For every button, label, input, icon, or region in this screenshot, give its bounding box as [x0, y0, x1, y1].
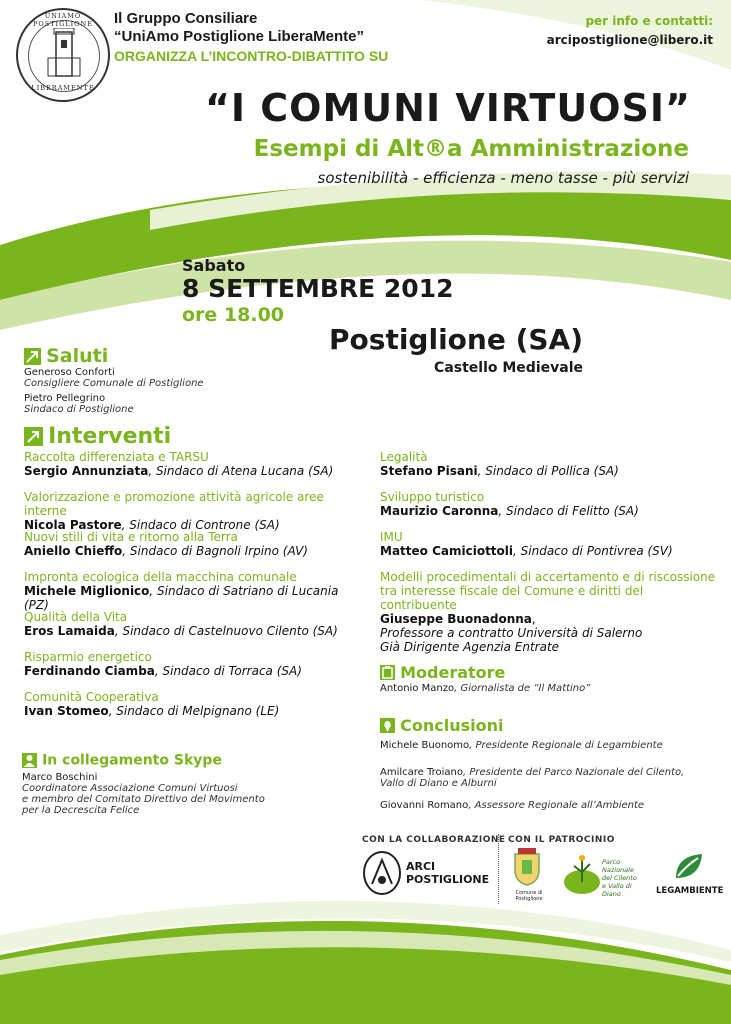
conclusioni-person-1: [380, 740, 663, 751]
skype-role-line2: e membro del Comitato Direttivo del Movimento: [22, 794, 265, 805]
moderatore-heading: [380, 662, 505, 682]
intervento-topic: Valorizzazione e promozione attività agricole aree interne: [24, 490, 324, 518]
intervento-topic: Raccolta differenziata e TARSU: [24, 450, 209, 464]
intervento-role-line2: Già Dirigente Agenzia Entrate: [380, 640, 560, 654]
intervento-role: , Sindaco di Satriano di Lucania (PZ): [24, 584, 339, 612]
intervento-role: , Sindaco di Torraca (SA): [154, 664, 302, 678]
moderatore-title: Moderatore: [400, 663, 506, 682]
comune-label-2: Postiglione: [515, 896, 543, 902]
castle-tower-icon: [46, 28, 82, 80]
intervento-item: [24, 570, 364, 610]
arci-logo: [362, 850, 402, 896]
intervento-speaker: Ivan Stomeo: [24, 704, 109, 718]
parco-cilento-logo: [562, 852, 642, 898]
patron-label: CON IL PATROCINIO: [508, 835, 615, 845]
moderatore-name: Antonio Manzo: [380, 683, 455, 694]
interventi-right-column: [380, 450, 720, 654]
event-day: Sabato: [182, 256, 246, 275]
intervento-item: [380, 490, 720, 530]
conclusioni-role-line2: Vallo di Diano e Alburni: [380, 778, 497, 789]
info-label: per info e contatti:: [585, 14, 713, 28]
parco-label-3: e Vallo di Diano: [602, 882, 632, 898]
crest-icon: [512, 848, 542, 886]
intervento-role: , Sindaco di Bagnoli Irpino (AV): [122, 544, 308, 558]
saluti-person-2: [24, 393, 134, 415]
intervento-item-special: [380, 570, 720, 654]
moderatore-role: , Giornalista de “Il Mattino”: [454, 683, 591, 694]
saluti-person-1-name: Generoso Conforti: [24, 367, 115, 378]
intervento-item: [24, 610, 364, 650]
intervento-role: , Sindaco di Pollica (SA): [477, 464, 619, 478]
saluti-person-2-name: Pietro Pellegrino: [24, 393, 106, 404]
saluti-title: Saluti: [46, 345, 109, 367]
intervento-speaker: Ferdinando Ciamba: [24, 664, 155, 678]
intervento-speaker: Sergio Annunziata: [24, 464, 149, 478]
logo-top-text: UNIAMO POSTIGLIONE: [33, 12, 93, 28]
skype-role-line3: per la Decrescita Felice: [22, 805, 140, 816]
sponsor-divider: [498, 834, 499, 904]
person-icon: [22, 753, 37, 768]
event-venue: Castello Medievale: [434, 360, 583, 376]
conclusioni-name: Michele Buonomo: [380, 740, 470, 751]
conclusioni-role: , Presidente Regionale di Legambiente: [469, 740, 663, 751]
intervento-speaker: Eros Lamaida: [24, 624, 115, 638]
skype-heading: [22, 750, 222, 769]
legambiente-logo: [656, 852, 722, 896]
logo-bottom-text: LIBERAMENTE: [31, 84, 95, 92]
intervento-speaker: Matteo Camiciottoli: [380, 544, 514, 558]
collab-label: CON LA COLLABORAZIONE: [362, 835, 506, 845]
intervento-item: [24, 690, 364, 730]
conclusioni-role: , Presidente del Parco Nazionale del Cilento,: [463, 767, 685, 778]
intervento-topic: Comunità Cooperativa: [24, 690, 159, 704]
arci-line2: POSTIGLIONE: [406, 873, 490, 886]
conclusioni-name: Amilcare Troiano: [380, 767, 463, 778]
intervento-topic-line1: Modelli procedimentali di accertamento e di riscossione: [380, 570, 716, 584]
event-place: Postiglione (SA): [329, 323, 583, 356]
arrow-square-icon: [24, 348, 41, 365]
intervento-topic: Sviluppo turistico: [380, 490, 485, 504]
interventi-heading: [24, 424, 171, 449]
saluti-heading: [24, 345, 108, 367]
comune-postiglione-logo: [512, 848, 546, 902]
plant-emblem-icon: [562, 852, 602, 896]
intervento-topic: Impronta ecologica della macchina comunale: [24, 570, 297, 584]
intervento-role: , Sindaco di Pontivrea (SV): [513, 544, 673, 558]
intervento-speaker: Stefano Pisani: [380, 464, 478, 478]
intervento-role: , Sindaco di Atena Lucana (SA): [148, 464, 334, 478]
event-date: 8 SETTEMBRE 2012: [182, 274, 454, 303]
intervento-role: , Sindaco di Controne (SA): [121, 518, 280, 532]
leaf-logo-icon: [672, 852, 706, 882]
skype-name: Marco Boschini: [22, 772, 98, 783]
intervento-role: , Sindaco di Felitto (SA): [498, 504, 639, 518]
intervento-topic: Risparmio energetico: [24, 650, 152, 664]
tagline: sostenibilità - efficienza - meno tasse - più servizi: [317, 169, 689, 187]
skype-role-line1: Coordinatore Associazione Comuni Virtuosi: [22, 783, 238, 794]
event-time: ore 18.00: [182, 304, 285, 326]
main-title: “I COMUNI VIRTUOSI”: [204, 86, 691, 130]
conclusioni-heading: [380, 715, 503, 735]
intervento-topic: Nuovi stili di vita e ritorno alla Terra: [24, 530, 238, 544]
parco-caption: [602, 858, 642, 898]
group-line2: “UniAmo Postiglione LiberaMente”: [114, 28, 365, 45]
intervento-item: [24, 650, 364, 690]
saluti-person-2-role: Sindaco di Postiglione: [24, 404, 134, 415]
parco-label-2: del Cilento: [602, 874, 637, 882]
interventi-left-column: [24, 450, 364, 730]
arci-text: [406, 860, 489, 886]
intervento-speaker: Michele Miglionico: [24, 584, 150, 598]
parco-label-1: Parco Nazionale: [602, 858, 634, 874]
intervento-item: [24, 490, 364, 530]
intervento-item: [380, 530, 720, 570]
intervento-item: [24, 530, 364, 570]
intervento-speaker: Maurizio Caronna: [380, 504, 499, 518]
info-email[interactable]: arcipostiglione@libero.it: [546, 33, 713, 47]
conclusioni-role: , Assessore Regionale all’Ambiente: [468, 800, 645, 811]
interventi-title: Interventi: [48, 424, 172, 449]
intervento-topic: IMU: [380, 530, 403, 544]
legambiente-text: LEGAMBIENTE: [656, 886, 724, 896]
clipboard-icon: [380, 665, 395, 680]
intervento-speaker: Aniello Chieffo: [24, 544, 123, 558]
name-suffix: ,: [531, 612, 536, 626]
saluti-person-1-role: Consigliere Comunale di Postiglione: [24, 378, 204, 389]
skype-title: In collegamento Skype: [42, 752, 222, 769]
intervento-role: , Sindaco di Castelnuovo Cilento (SA): [114, 624, 338, 638]
arci-emblem-icon: [362, 850, 402, 896]
arrow-square-icon: [24, 427, 43, 446]
conclusioni-name: Giovanni Romano: [380, 800, 469, 811]
group-line1: Il Gruppo Consiliare: [114, 10, 258, 27]
intervento-topic: Qualità della Vita: [24, 610, 128, 624]
intervento-topic-line2: tra interesse fiscale del Comune e diritti del contribuente: [380, 584, 644, 612]
intervento-speaker: Nicola Pastore: [24, 518, 122, 532]
intervento-item: [380, 450, 720, 490]
map-pin-icon: [380, 718, 395, 733]
conclusioni-title: Conclusioni: [400, 716, 504, 735]
intervento-role-line1: Professore a contratto Università di Salerno: [380, 626, 643, 640]
intervento-topic: Legalità: [380, 450, 428, 464]
subtitle: Esempi di Alt®a Amministrazione: [253, 136, 689, 162]
moderatore-person: [380, 683, 590, 694]
conclusioni-person-2: [380, 767, 684, 789]
intervento-item: [24, 450, 364, 490]
intervento-speaker: Giuseppe Buonadonna: [380, 612, 532, 626]
intervento-role: , Sindaco di Melpignano (LE): [108, 704, 280, 718]
organizes-line: ORGANIZZA L’INCONTRO-DIBATTITO SU: [114, 48, 389, 64]
conclusioni-person-3: [380, 800, 644, 811]
arci-line1: ARCI: [406, 860, 436, 873]
skype-person: [22, 772, 265, 816]
saluti-person-1: [24, 367, 204, 389]
comune-caption: [512, 890, 546, 902]
comune-label-1: Comune di: [515, 890, 543, 896]
